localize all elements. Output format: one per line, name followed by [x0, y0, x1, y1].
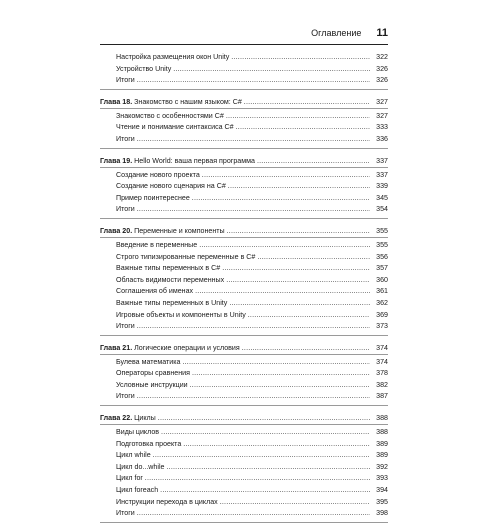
- chapter-number: Глава 21.: [100, 343, 133, 352]
- dot-leader: [160, 485, 370, 497]
- entry-title: Цикл do...while: [116, 462, 165, 471]
- toc-chapter-row[interactable]: [100, 155, 388, 168]
- entry-page-number: 355: [376, 240, 388, 249]
- toc-entry-row[interactable]: [100, 321, 388, 333]
- chapter-label: [100, 342, 240, 354]
- toc-entry-row[interactable]: [100, 122, 388, 134]
- dot-leader: [145, 473, 370, 485]
- entry-page-number: 339: [376, 182, 388, 191]
- dot-leader: [166, 462, 370, 474]
- toc-entry-row[interactable]: [100, 134, 388, 146]
- toc-entry-row[interactable]: [100, 462, 388, 474]
- dot-leader: [231, 52, 370, 64]
- chapter-page-number: 374: [376, 343, 388, 352]
- entry-page-number: 354: [376, 205, 388, 214]
- toc-group: [100, 155, 388, 219]
- chapter-number: Глава 19.: [100, 156, 133, 165]
- toc-entry-row[interactable]: [100, 497, 388, 509]
- toc-entry-row[interactable]: [100, 252, 388, 264]
- page-header: [100, 23, 388, 43]
- dot-leader: [202, 170, 370, 182]
- dot-leader: [182, 357, 370, 369]
- entry-title: Настройка размещения окон Unity: [116, 53, 230, 61]
- entry-title: Важные типы переменных в Unity: [116, 298, 228, 307]
- toc-entry-row[interactable]: [100, 286, 388, 298]
- dot-leader: [190, 380, 370, 392]
- entry-title: Итоги: [116, 205, 135, 214]
- entry-page-number: 326: [376, 76, 388, 85]
- entry-title: Инструкции перехода в циклах: [116, 497, 218, 506]
- chapter-label: [100, 96, 242, 108]
- entry-page-number: 378: [376, 369, 388, 378]
- toc-entry-row[interactable]: [100, 427, 388, 439]
- toc-entry-row[interactable]: [100, 170, 388, 182]
- toc-entry-row[interactable]: [100, 275, 388, 287]
- entry-page-number: 345: [376, 193, 388, 202]
- toc-entry-row[interactable]: [100, 357, 388, 369]
- toc-group: [100, 52, 388, 90]
- chapter-number: Глава 22.: [100, 414, 133, 423]
- dot-leader: [199, 240, 370, 252]
- entry-page-number: 336: [376, 134, 388, 143]
- entry-title: Виды циклов: [116, 428, 160, 437]
- toc-entry-row[interactable]: [100, 391, 388, 403]
- entry-title: Игровые объекты и компоненты в Unity: [116, 310, 246, 319]
- toc-chapter-row[interactable]: [100, 342, 388, 355]
- dot-leader: [248, 310, 370, 322]
- toc-entry-row[interactable]: [100, 485, 388, 497]
- entry-title: Цикл foreach: [116, 486, 159, 495]
- entry-page-number: 356: [376, 252, 388, 261]
- entry-title: Подготовка проекта: [116, 439, 182, 448]
- entry-title: Условные инструкции: [116, 380, 188, 389]
- dot-leader: [161, 427, 370, 439]
- entry-page-number: 361: [376, 287, 388, 296]
- chapter-title: Переменные и компоненты: [132, 226, 225, 235]
- chapter-number: Глава 18.: [100, 97, 133, 106]
- entry-title: Устройство Unity: [116, 64, 172, 73]
- entry-title: Операторы сравнения: [116, 369, 190, 378]
- entry-title: Итоги: [116, 76, 135, 85]
- toc-group: [100, 342, 388, 406]
- entry-page-number: 394: [376, 486, 388, 495]
- dot-leader: [222, 263, 370, 275]
- dot-leader: [236, 122, 370, 134]
- chapter-title: Логические операции и условия: [132, 343, 240, 352]
- entry-page-number: 388: [376, 428, 388, 437]
- toc-entry-row[interactable]: [100, 111, 388, 123]
- entry-title: Итоги: [116, 322, 135, 331]
- entry-title: Цикл for: [116, 474, 143, 483]
- toc-entry-row[interactable]: [100, 263, 388, 275]
- entry-title: Пример поинтереснее: [116, 193, 190, 202]
- toc-group: [100, 96, 388, 149]
- entry-title: Создание нового проекта: [116, 170, 200, 179]
- entry-page-number: 373: [376, 322, 388, 331]
- toc-entry-row[interactable]: [100, 473, 388, 485]
- dot-leader: [183, 439, 370, 451]
- toc-entry-row[interactable]: [100, 181, 388, 193]
- running-header-title: Оглавление: [311, 28, 362, 38]
- chapter-page-number: 327: [376, 97, 388, 106]
- toc-chapter-row[interactable]: [100, 412, 388, 425]
- header-rule: [100, 44, 388, 45]
- entry-title: Итоги: [116, 134, 135, 143]
- toc-entry-row[interactable]: [100, 450, 388, 462]
- entry-page-number: 382: [376, 380, 388, 389]
- entry-page-number: 393: [376, 474, 388, 483]
- dot-leader: [192, 368, 370, 380]
- toc-entry-row[interactable]: [100, 64, 388, 76]
- entry-page-number: 389: [376, 439, 388, 448]
- entry-page-number: 389: [376, 451, 388, 460]
- entry-page-number: 333: [376, 123, 388, 132]
- toc-group: [100, 412, 388, 523]
- dot-leader: [153, 450, 370, 462]
- entry-page-number: 374: [376, 357, 388, 366]
- chapter-title: Знакомство с нашим языком: C#: [132, 97, 242, 106]
- toc-entry-row[interactable]: [100, 380, 388, 392]
- entry-title: Итоги: [116, 392, 135, 401]
- entry-title: Чтение и понимание синтаксиса C#: [116, 123, 234, 132]
- toc-entry-row[interactable]: [100, 240, 388, 252]
- entry-page-number: 392: [376, 462, 388, 471]
- chapter-page-number: 355: [376, 226, 388, 235]
- chapter-title: Hello World: ваша первая программа: [132, 156, 255, 165]
- dot-leader: [137, 134, 370, 146]
- toc-entry-row[interactable]: [100, 508, 388, 520]
- toc-entry-row[interactable]: [100, 439, 388, 451]
- entry-title: Создание нового сценария на C#: [116, 182, 226, 191]
- entry-page-number: 326: [376, 64, 388, 73]
- dot-leader: [192, 193, 370, 205]
- chapter-label: [100, 155, 255, 167]
- dot-leader: [244, 96, 370, 108]
- chapter-number: Глава 20.: [100, 226, 133, 235]
- entry-title: Важные типы переменных в C#: [116, 264, 221, 273]
- dot-leader: [242, 342, 370, 354]
- toc-entry-row[interactable]: [100, 193, 388, 205]
- dot-leader: [226, 111, 370, 123]
- toc-chapter-row[interactable]: [100, 96, 388, 109]
- dot-leader: [137, 321, 370, 333]
- toc-entry-row[interactable]: [100, 52, 388, 64]
- dot-leader: [137, 391, 370, 403]
- dot-leader: [257, 155, 370, 167]
- toc-entry-row[interactable]: [100, 310, 388, 322]
- entry-title: Соглашения об именах: [116, 287, 194, 296]
- dot-leader: [195, 286, 370, 298]
- dot-leader: [137, 75, 370, 87]
- dot-leader: [227, 225, 370, 237]
- toc-group: [100, 225, 388, 336]
- dot-leader: [137, 204, 370, 216]
- toc-entry-row[interactable]: [100, 368, 388, 380]
- dot-leader: [257, 252, 370, 264]
- entry-page-number: 369: [376, 310, 388, 319]
- entry-title: Знакомство с особенностями C#: [116, 111, 224, 120]
- entry-title: Итоги: [116, 509, 135, 518]
- toc-entry-row[interactable]: [100, 204, 388, 216]
- entry-title: Булева математика: [116, 357, 181, 366]
- toc-entry-row[interactable]: [100, 75, 388, 87]
- entry-page-number: 362: [376, 298, 388, 307]
- dot-leader: [229, 298, 370, 310]
- chapter-label: [100, 225, 225, 237]
- entry-page-number: 357: [376, 264, 388, 273]
- chapter-page-number: 337: [376, 156, 388, 165]
- entry-page-number: 327: [376, 111, 388, 120]
- dot-leader: [158, 412, 370, 424]
- page-number: 11: [376, 27, 388, 39]
- entry-title: Область видимости переменных: [116, 275, 225, 284]
- entry-page-number: 360: [376, 275, 388, 284]
- entry-title: Введение в переменные: [116, 240, 198, 249]
- dot-leader: [137, 508, 370, 520]
- entry-page-number: 395: [376, 497, 388, 506]
- entry-page-number: 398: [376, 509, 388, 518]
- entry-title: Цикл while: [116, 451, 151, 460]
- entry-page-number: 337: [376, 170, 388, 179]
- toc-chapter-row[interactable]: [100, 225, 388, 238]
- entry-title: Строго типизированные переменные в C#: [116, 252, 256, 261]
- entry-page-number: 322: [376, 53, 388, 61]
- chapter-page-number: 388: [376, 414, 388, 423]
- toc-entry-row[interactable]: [100, 298, 388, 310]
- dot-leader: [173, 64, 370, 76]
- table-of-contents: [100, 52, 388, 529]
- chapter-title: Циклы: [132, 414, 156, 423]
- dot-leader: [228, 181, 370, 193]
- entry-page-number: 387: [376, 392, 388, 401]
- chapter-label: [100, 412, 156, 424]
- dot-leader: [220, 497, 370, 509]
- dot-leader: [226, 275, 370, 287]
